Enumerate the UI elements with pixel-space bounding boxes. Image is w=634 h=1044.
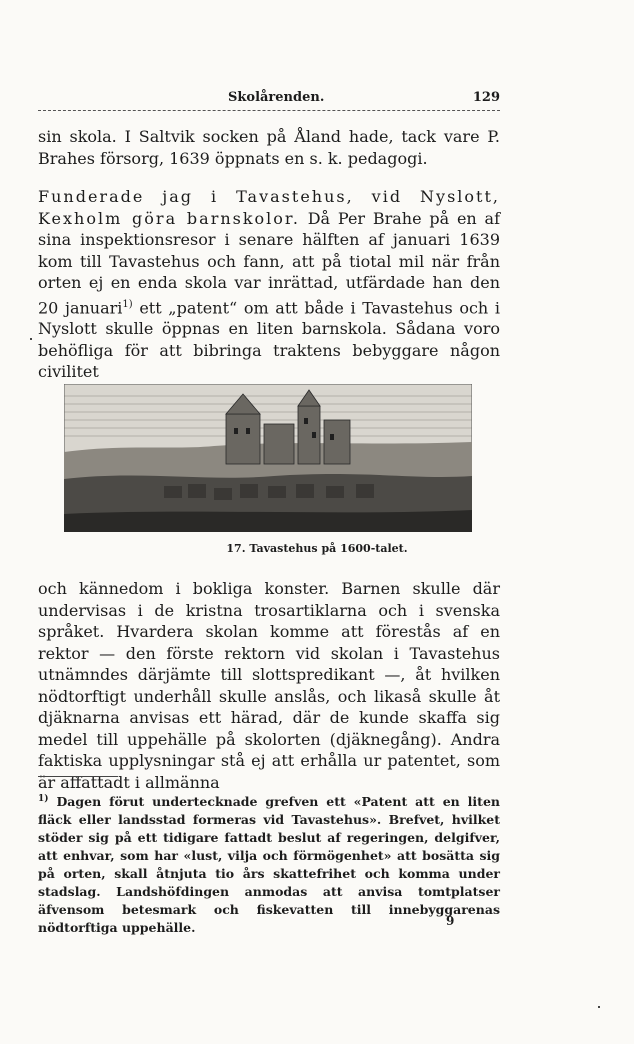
castle-illustration (64, 384, 472, 532)
footnote-reference: 1) (122, 298, 133, 310)
footnote-marker: 1) (38, 794, 49, 804)
signature-mark: 9 (446, 914, 455, 928)
paragraph-2 (38, 186, 500, 383)
header-rule (38, 110, 500, 111)
running-header (38, 90, 500, 108)
margin-speck (598, 1006, 600, 1008)
footnote-rule (38, 776, 118, 777)
margin-speck (30, 338, 32, 340)
paragraph-2-end: ett „patent“ om att både i Tavastehus och i Nyslott skulle öppnas en liten barnskola. Sådana voro behöfliga för att bibringa traktens bebyggare någon civilitet (38, 297, 500, 382)
page-number: 129 (472, 90, 500, 105)
figure-caption: 17. Tavastehus på 1600-talet. (226, 542, 408, 555)
paragraph-3: och kännedom i bokliga konster. Barnen skulle där undervisas i de kristna trosartiklarna och i svenska språket. Hvardera skolan komme att förestås af en rektor — den förste rektorn vid skolan i Tavastehus utnämndes därjämte till slottspredikant —, åt hvilken nödtorftigt underhåll skulle anslås, och likaså skulle åt djäknarna anvisas ett härad, där de kunde skaffa sig medel till uppehälle på skolorten (djäknegång). Andra faktiska upplysningar stå ej att erhålla ur patentet, som är affattadt i allmänna (38, 579, 500, 792)
running-title: Skolårenden. (228, 90, 325, 105)
paragraph-2-body: Då Per Brahe på en af sina inspektionsresor i senare hälften af januari 1639 kom till Tavastehus och fann, att på tiotal mil när från orten ej en enda skola var inrättad, utfärdade han den 20 januari (38, 208, 501, 317)
paragraph-1: sin skola. I Saltvik socken på Åland hade, tack vare P. Brahes försorg, 1639 öppnats en s. k. pedagogi. (38, 127, 500, 168)
spaced-lead: Funderade jag i Tavastehus, vid Nyslott, Kexholm göra barnskolor. (38, 187, 500, 228)
footnote-text: Dagen förut undertecknade grefven ett «Patent att en liten fläck eller landsstad formeras vid Tavastehus». Brefvet, hvilket stöder sig på ett tidigare fattadt beslut af regeringen, delgifver, att enhvar, som har «lust, vilja och förmögenhet» att bosätta sig på orten, skall åtnjuta tio års skattefrihet och komma under stadslag. Landshöfdingen anmodas att anvisa tomtplatser äfvensom betesmark och fiskevatten till innebyggarenas nödtorftiga uppehälle. (38, 794, 500, 936)
footnote (38, 790, 500, 937)
